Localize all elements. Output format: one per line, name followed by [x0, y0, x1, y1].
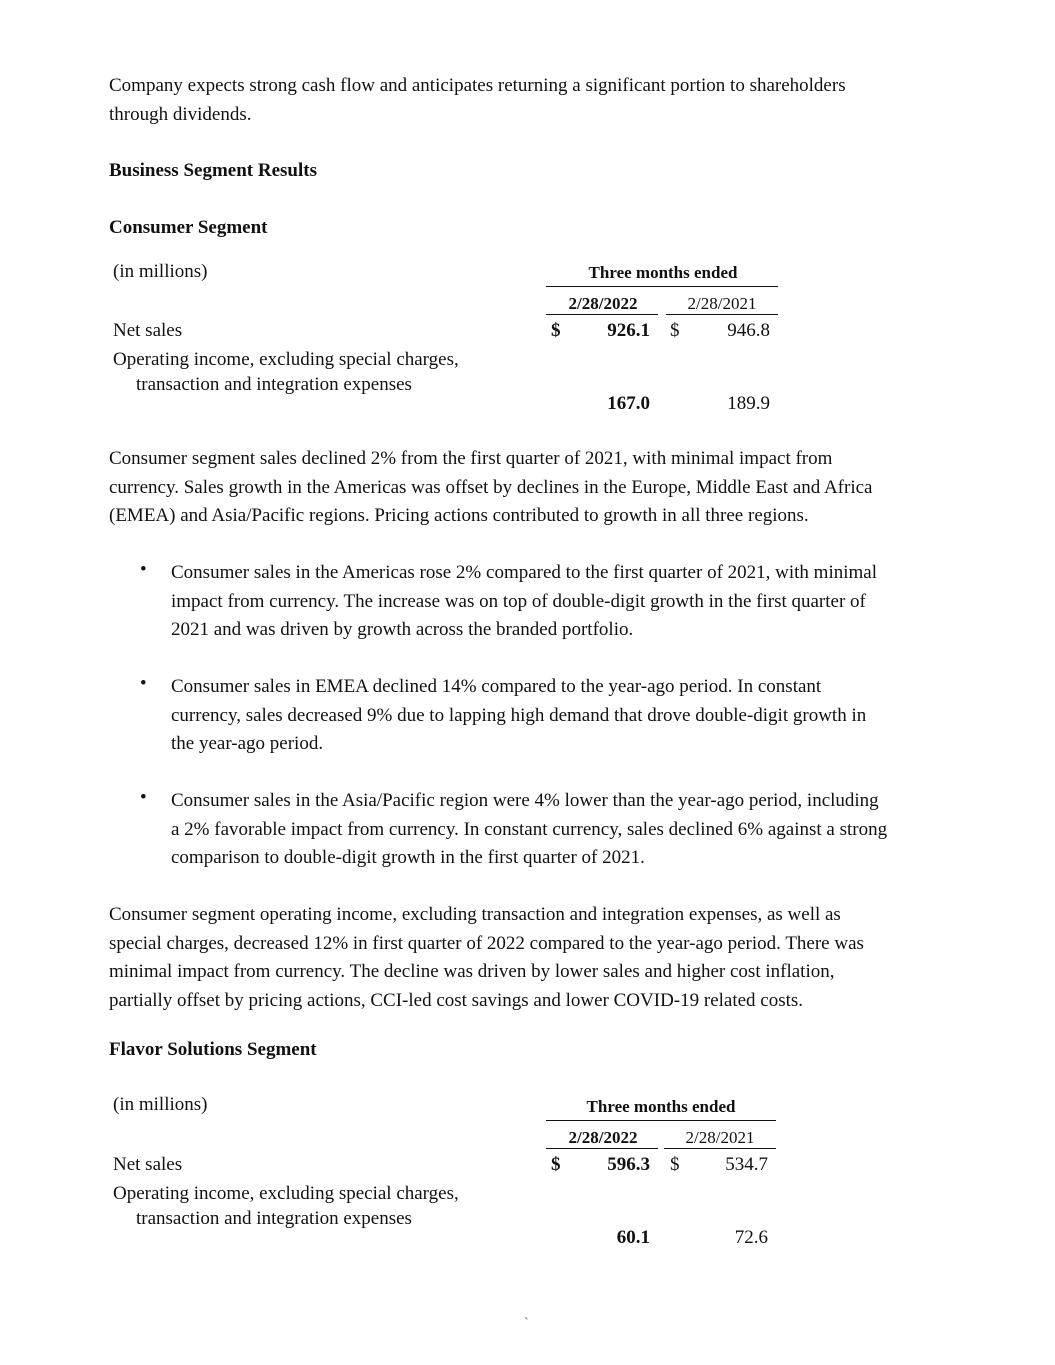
consumer-operating-paragraph [109, 901, 864, 1015]
consumer-summary-paragraph [109, 445, 872, 531]
flavor-operating-income-value-2021: 72.6 [734, 1227, 768, 1248]
bullet-asia-pacific-line-1: Consumer sales in the Asia/Pacific region were 4% lower than the year-ago period, including [171, 790, 879, 811]
bullet-americas [171, 559, 877, 645]
consumer-units-label: (in millions) [113, 261, 208, 282]
consumer-operating-income-label-1: Operating income, excluding special charges, [113, 349, 459, 370]
consumer-period-rule [546, 286, 778, 287]
flavor-col1-header: 2/28/2022 [568, 1128, 638, 1147]
intro-line-1: Company expects strong cash flow and anticipates returning a significant portion to shareholders [109, 75, 846, 96]
consumer-net-sales-label: Net sales [113, 320, 183, 341]
flavor-net-sales-value-2022: 596.3 [607, 1154, 650, 1175]
bullet-emea-line-1: Consumer sales in EMEA declined 14% compared to the year-ago period. In constant [171, 676, 822, 697]
consumer-summary-line-2: currency. Sales growth in the Americas was offset by declines in the Europe, Middle East and Africa [109, 476, 873, 498]
consumer-operating-line-3: minimal impact from currency. The decline was driven by lower sales and higher cost inflation, [109, 961, 835, 983]
consumer-net-sales-value-2021: 946.8 [727, 320, 770, 341]
intro-paragraph [109, 72, 846, 129]
flavor-segment-heading: Flavor Solutions Segment [109, 1039, 317, 1060]
bullet-americas-line-2: impact from currency. The increase was on top of double-digit growth in the first quarter of [171, 590, 866, 612]
bullet-emea [171, 673, 866, 759]
flavor-operating-income-value-2022: 60.1 [616, 1227, 650, 1248]
consumer-summary-line-3: (EMEA) and Asia/Pacific regions. Pricing actions contributed to growth in all three regions. [109, 505, 809, 527]
flavor-period-rule [546, 1120, 776, 1121]
consumer-segment-heading: Consumer Segment [109, 217, 268, 238]
consumer-operating-line-2: special charges, decreased 12% in first quarter of 2022 compared to the year-ago period. There was [109, 932, 864, 954]
flavor-col2-header: 2/28/2021 [685, 1128, 755, 1147]
flavor-period-header: Three months ended [586, 1097, 736, 1116]
bullet-marker: • [140, 559, 147, 580]
consumer-operating-line-4: partially offset by pricing actions, CCI-led cost savings and lower COVID-19 related costs. [109, 989, 804, 1011]
consumer-summary-line-1: Consumer segment sales declined 2% from the first quarter of 2021, with minimal impact from [109, 448, 833, 469]
bullet-asia-pacific [171, 787, 887, 873]
consumer-col1-header: 2/28/2022 [568, 294, 638, 313]
bullet-emea-line-3: the year-ago period. [171, 733, 324, 755]
footer-mark: ` [524, 1316, 529, 1331]
flavor-operating-income-label-1: Operating income, excluding special charges, [113, 1183, 459, 1204]
consumer-operating-income-value-2021: 189.9 [727, 393, 770, 414]
bullet-asia-pacific-line-3: comparison to double-digit growth in the first quarter of 2021. [171, 847, 645, 869]
consumer-net-sales-currency-1: $ [551, 320, 561, 341]
consumer-net-sales-value-2022: 926.1 [607, 320, 650, 341]
intro-line-2: through dividends. [109, 103, 252, 125]
flavor-operating-income-label-2: transaction and integration expenses [136, 1208, 412, 1229]
consumer-col1-rule [546, 314, 658, 315]
consumer-operating-income-value-2022: 167.0 [607, 393, 650, 414]
flavor-units-label: (in millions) [113, 1094, 208, 1115]
bullet-marker: • [140, 673, 147, 694]
flavor-col1-rule [546, 1148, 658, 1149]
consumer-operating-income-label-2: transaction and integration expenses [136, 374, 412, 395]
section-heading: Business Segment Results [109, 160, 317, 181]
consumer-col2-header: 2/28/2021 [687, 294, 757, 313]
consumer-net-sales-currency-2: $ [670, 320, 680, 341]
bullet-americas-line-1: Consumer sales in the Americas rose 2% compared to the first quarter of 2021, with minimal [171, 562, 877, 583]
consumer-operating-line-1: Consumer segment operating income, excluding transaction and integration expenses, as well as [109, 904, 841, 925]
bullet-marker: • [140, 787, 147, 808]
bullet-asia-pacific-line-2: a 2% favorable impact from currency. In constant currency, sales declined 6% against a strong [171, 818, 888, 840]
flavor-net-sales-currency-2: $ [670, 1154, 680, 1175]
consumer-col2-rule [666, 314, 778, 315]
bullet-emea-line-2: currency, sales decreased 9% due to lapping high demand that drove double-digit growth in [171, 704, 867, 726]
flavor-net-sales-value-2021: 534.7 [725, 1154, 768, 1175]
flavor-col2-rule [664, 1148, 776, 1149]
flavor-net-sales-currency-1: $ [551, 1154, 561, 1175]
bullet-americas-line-3: 2021 and was driven by growth across the branded portfolio. [171, 619, 634, 641]
flavor-net-sales-label: Net sales [113, 1154, 183, 1175]
consumer-period-header: Three months ended [588, 263, 738, 282]
